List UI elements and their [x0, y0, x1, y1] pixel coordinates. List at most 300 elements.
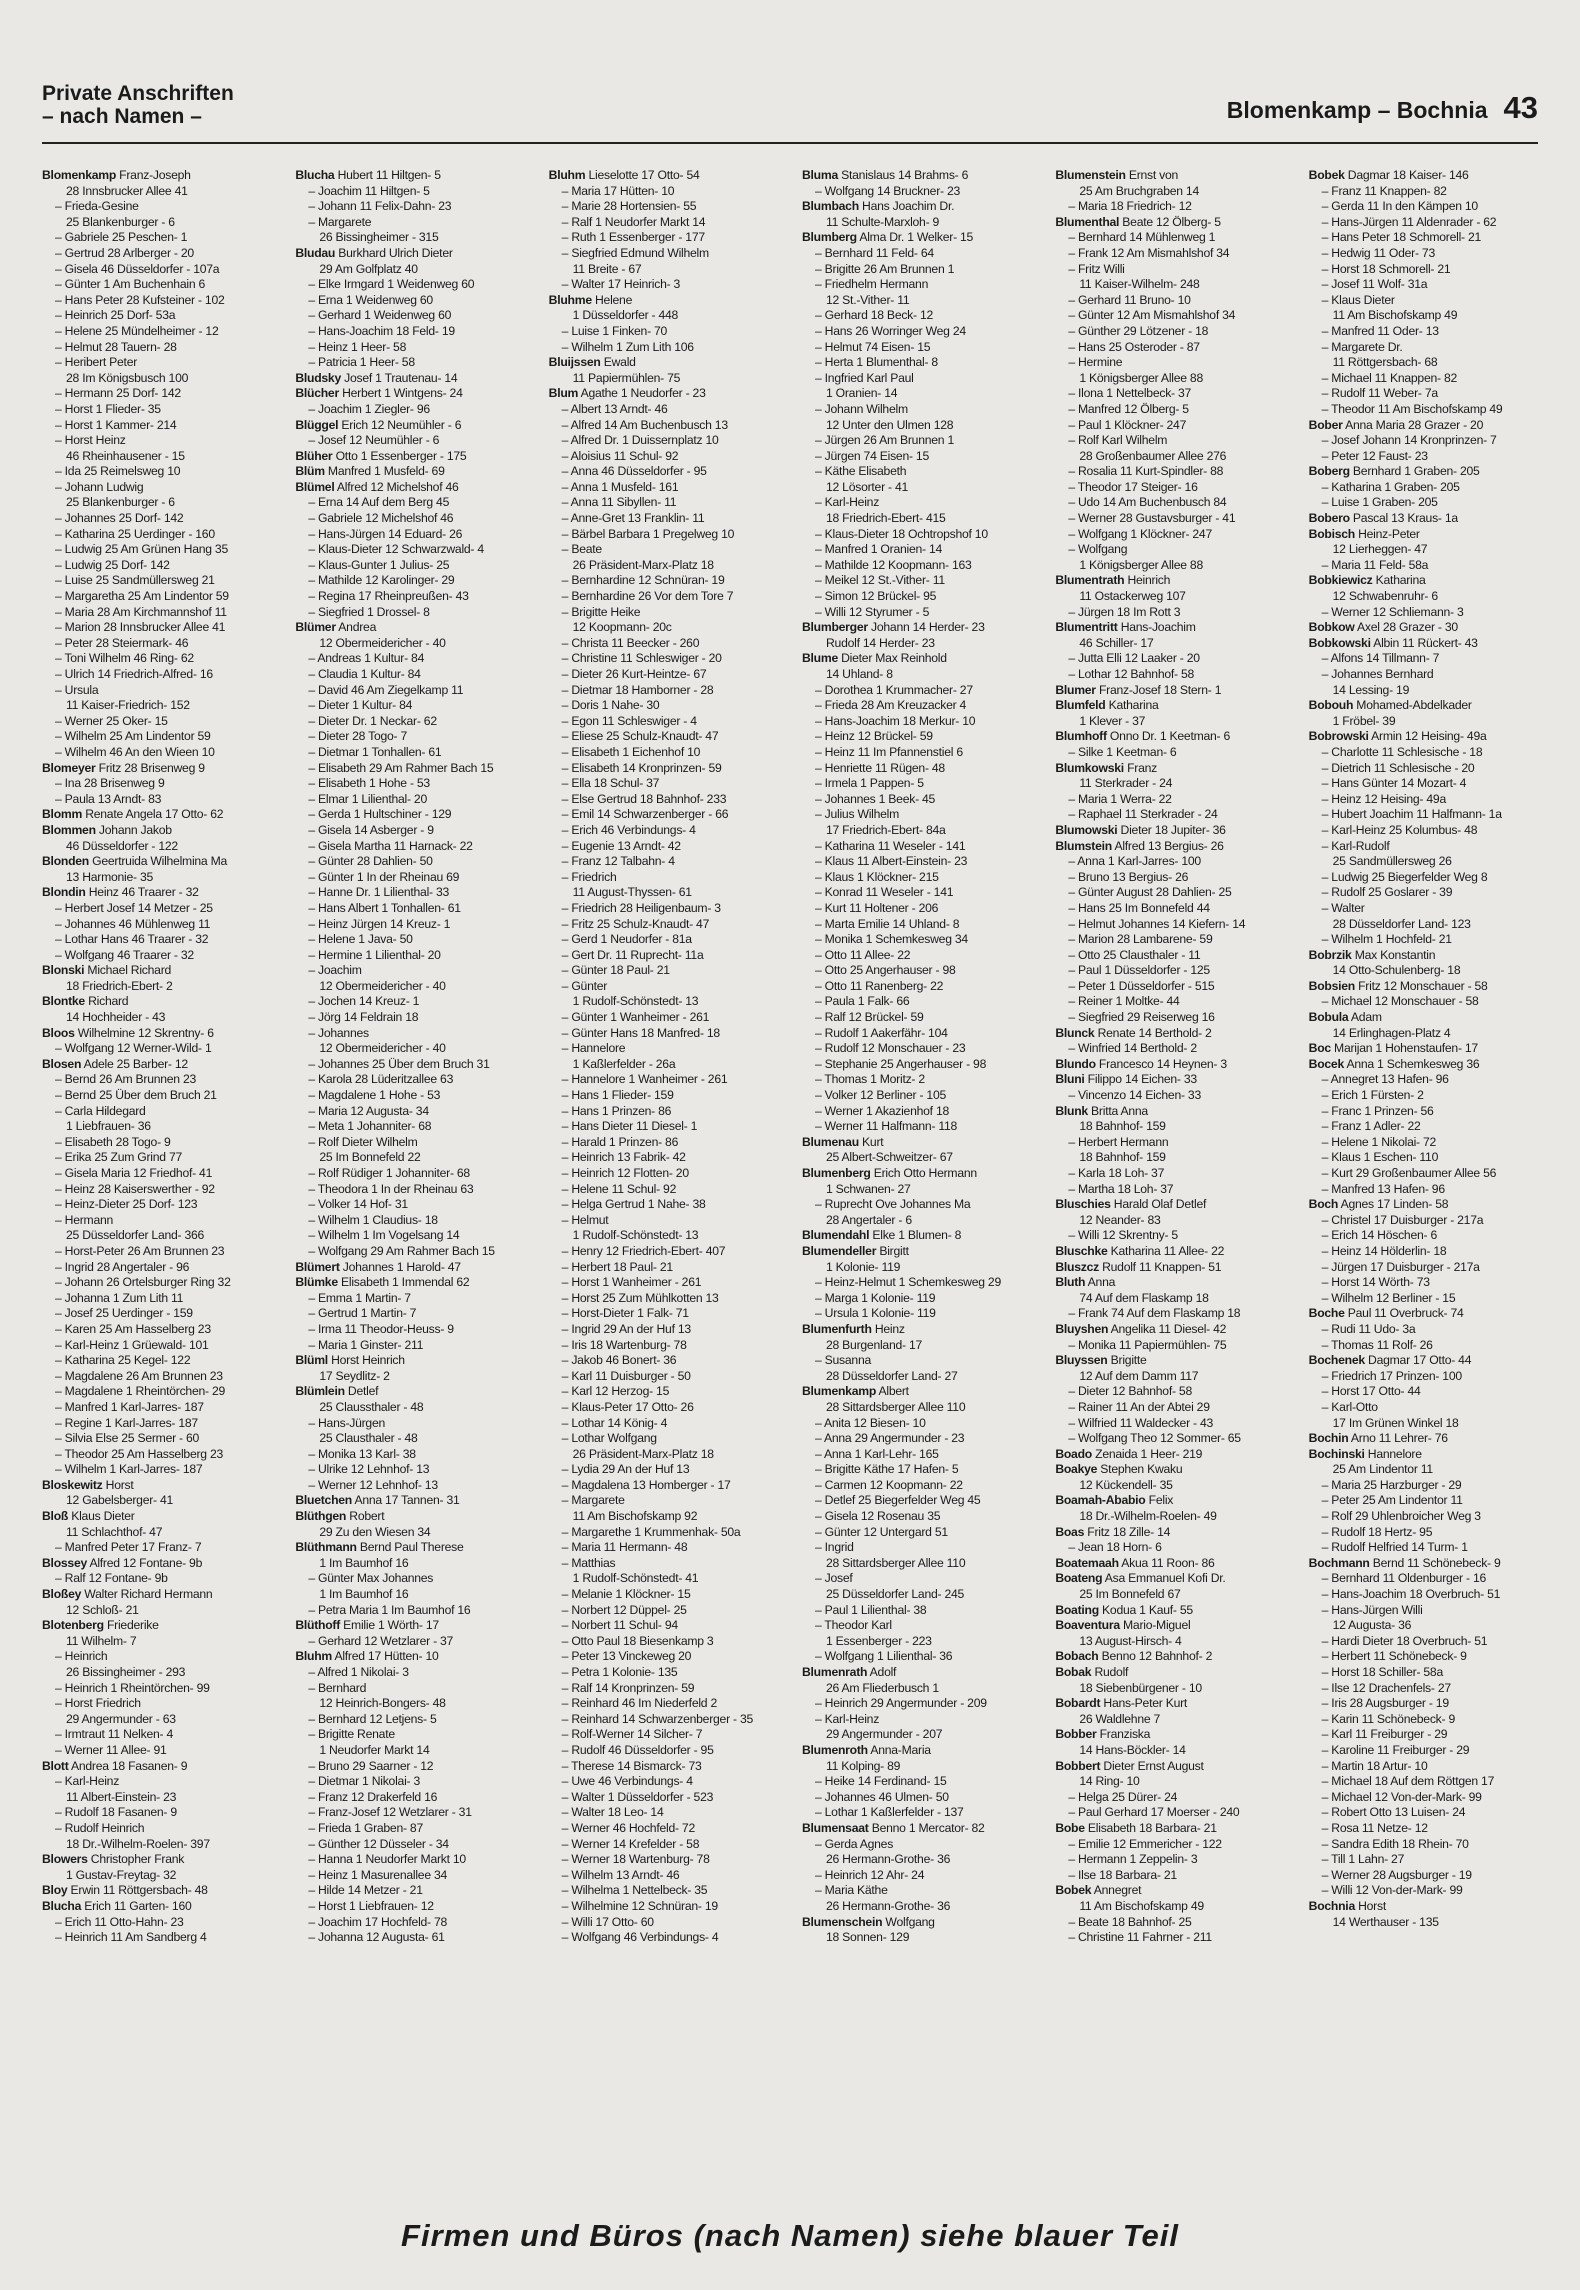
- directory-entry-line: – Hans-Joachim 18 Overbruch- 51: [1321, 1587, 1501, 1602]
- directory-entry-line: 1 Gustav-Freytag- 32: [66, 1867, 177, 1882]
- directory-entry-line: – Jochen 14 Kreuz- 1: [308, 994, 420, 1009]
- directory-entry-line: – Horst 1 Flieder- 35: [55, 401, 161, 416]
- directory-entry-line: – Helga 25 Dürer- 24: [1068, 1789, 1178, 1804]
- directory-entry-line: Blümlein Detlef: [295, 1384, 379, 1399]
- directory-entry-line: Blumenau Kurt: [801, 1134, 884, 1149]
- family-name: Bobula: [1308, 1010, 1349, 1025]
- family-name: Bluni: [1055, 1072, 1085, 1087]
- directory-entry-line: – Walter: [1321, 900, 1365, 915]
- directory-entry-line: – Wolfgang 1 Lilienthal- 36: [814, 1649, 953, 1664]
- directory-entry-line: – Frieda 1 Graben- 87: [308, 1820, 423, 1835]
- directory-entry-line: – Bernhard 11 Oldenburger - 16: [1321, 1571, 1487, 1586]
- directory-entry-line: – Manfred 1 Oranien- 14: [814, 542, 943, 557]
- directory-entry-line: Blumentritt Hans-Joachim: [1055, 620, 1196, 635]
- directory-entry-line: – Silvia Else 25 Sermer - 60: [55, 1431, 200, 1446]
- directory-entry-line: Boas Fritz 18 Zille- 14: [1055, 1524, 1171, 1539]
- directory-entry-line: – Peter 12 Faust- 23: [1321, 448, 1428, 463]
- directory-entry-line: – Werner 28 Gustavsburger - 41: [1068, 511, 1236, 526]
- directory-entry-line: – Anna 46 Düsseldorfer - 95: [561, 464, 707, 479]
- directory-entry-line: Bobek Annegret: [1055, 1883, 1142, 1898]
- directory-entry-line: – Hermann: [55, 1212, 114, 1227]
- family-name: Bochinski: [1308, 1446, 1365, 1461]
- family-name: Blüher: [295, 448, 333, 463]
- family-name: Bluyssen: [1055, 1353, 1108, 1368]
- directory-entry-line: Blumenfurth Heinz: [801, 1321, 905, 1336]
- directory-entry-line: Bobach Benno 12 Bahnhof- 2: [1055, 1649, 1213, 1664]
- directory-entry-line: Boating Kodua 1 Kauf- 55: [1055, 1602, 1193, 1617]
- directory-entry-line: – Carmen 12 Koopmann- 22: [814, 1477, 963, 1492]
- directory-entry-line: – Gerhard 11 Bruno- 10: [1068, 292, 1191, 307]
- directory-entry-line: Blume Dieter Max Reinhold: [801, 651, 947, 666]
- directory-entry-line: – Dietmar 1 Tonhallen- 61: [308, 744, 442, 759]
- directory-entry-line: – Elisabeth 1 Eichenhof 10: [561, 744, 701, 759]
- directory-entry-line: – Anna 1 Musfeld- 161: [561, 479, 679, 494]
- family-name: Blumfeld: [1055, 698, 1106, 713]
- directory-entry-line: – Siegfried Edmund Wilhelm: [561, 245, 709, 260]
- family-name: Blomm: [42, 807, 83, 822]
- family-name: Blumowski: [1055, 822, 1118, 837]
- directory-entry-line: – Bernhard 14 Mühlenweg 1: [1068, 230, 1216, 245]
- directory-entry-line: – Joachim 11 Hiltgen- 5: [308, 183, 430, 198]
- family-name: Bloy: [42, 1883, 68, 1898]
- directory-entry-line: – Johann Ludwig: [55, 479, 144, 494]
- directory-entry-line: Bloskewitz Horst: [42, 1477, 134, 1492]
- directory-entry-line: 11 Breite - 67: [572, 261, 642, 276]
- family-name: Blommen: [42, 822, 96, 837]
- directory-entry-line: Bluschke Katharina 11 Allee- 22: [1055, 1243, 1225, 1258]
- directory-entry-line: 13 August-Hirsch- 4: [1079, 1633, 1182, 1648]
- directory-entry-line: 14 Lessing- 19: [1332, 682, 1410, 697]
- directory-entry-line: 25 Am Bruchgraben 14: [1079, 183, 1199, 198]
- directory-columns: [42, 168, 1542, 2203]
- directory-entry-line: – Jürgen 17 Duisburger - 217a: [1321, 1259, 1480, 1274]
- directory-entry-line: – Michael 12 Monschauer - 58: [1321, 994, 1479, 1009]
- directory-entry-line: – Günther 12 Düsseler - 34: [308, 1836, 449, 1851]
- directory-entry-line: – Dieter 26 Kurt-Heintze- 67: [561, 667, 707, 681]
- directory-entry-line: – Regine 1 Karl-Jarres- 187: [55, 1415, 198, 1430]
- directory-entry-line: – Gerhard 1 Weidenweg 60: [308, 308, 452, 323]
- family-name: Blüthgen: [295, 1509, 347, 1524]
- directory-entry-line: – Bruno 29 Saarner - 12: [308, 1758, 434, 1773]
- directory-entry-line: Blott Andrea 18 Fasanen- 9: [42, 1758, 188, 1773]
- directory-entry-line: – Heinz-Helmut 1 Schemkesweg 29: [814, 1275, 1001, 1290]
- directory-entry-line: Blomeyer Fritz 28 Brisenweg 9: [42, 760, 205, 775]
- directory-entry-line: – Melanie 1 Klöckner- 15: [561, 1587, 691, 1602]
- directory-entry-line: – Werner 12 Lehnhof- 13: [308, 1477, 438, 1492]
- directory-entry-line: Boaventura Mario-Miguel: [1055, 1618, 1191, 1633]
- directory-entry-line: – Katharina 1 Graben- 205: [1321, 479, 1460, 494]
- directory-entry-line: Boc Marijan 1 Hohenstaufen- 17: [1308, 1041, 1478, 1056]
- directory-entry-line: Blundo Francesco 14 Heynen- 3: [1055, 1056, 1227, 1071]
- directory-entry-line: – Vincenzo 14 Eichen- 33: [1068, 1088, 1201, 1103]
- directory-entry-line: – Jürgen 18 Im Rott 3: [1068, 604, 1181, 619]
- directory-entry-line: – Carla Hildegard: [55, 1103, 146, 1118]
- directory-entry-line: – Anna 1 Karl-Lehr- 165: [814, 1446, 939, 1461]
- directory-entry-line: Bluhme Helene: [548, 292, 633, 307]
- family-name: Blumberger: [801, 620, 868, 635]
- directory-entry-line: 1 Kaßlerfelder - 26a: [572, 1056, 676, 1071]
- directory-entry-line: 1 Rudolf-Schönstedt- 13: [572, 994, 699, 1009]
- directory-entry-line: Bloßey Walter Richard Hermann: [42, 1587, 213, 1602]
- directory-entry-line: – Gerda Agnes: [814, 1836, 894, 1851]
- directory-entry-line: – Heribert Peter: [55, 355, 138, 370]
- directory-entry-line: 46 Rheinhausener - 15: [66, 448, 185, 463]
- directory-entry-line: – Günter Hans 18 Manfred- 18: [561, 1025, 720, 1040]
- directory-entry-line: – Alfred Dr. 1 Duissernplatz 10: [561, 433, 719, 448]
- directory-entry-line: – Dietmar 1 Nikolai- 3: [308, 1774, 421, 1789]
- directory-entry-line: 25 Blankenburger - 6: [66, 495, 175, 510]
- directory-entry-line: – Heinz Jürgen 14 Kreuz- 1: [308, 916, 451, 931]
- directory-entry-line: 26 Hermann-Grothe- 36: [825, 1852, 951, 1867]
- directory-entry-line: – Katharina 25 Uerdinger - 160: [55, 526, 215, 541]
- directory-entry-line: – Theodor 25 Am Hasselberg 23: [55, 1446, 223, 1461]
- directory-entry-line: – Hans-Jürgen: [308, 1415, 386, 1430]
- directory-entry-line: – Karl-Heinz 25 Kolumbus- 48: [1321, 822, 1478, 837]
- directory-entry-line: – Iris 18 Wartenburg- 78: [561, 1337, 687, 1352]
- family-name: Bobber: [1055, 1727, 1097, 1742]
- directory-entry-line: – Hannelore: [561, 1041, 626, 1056]
- family-name: Bluschies: [1055, 1197, 1111, 1212]
- directory-entry-line: – Johannes: [308, 1025, 369, 1040]
- directory-entry-line: – Karin 11 Schönebeck- 9: [1321, 1711, 1455, 1726]
- family-name: Bocek: [1308, 1056, 1344, 1071]
- directory-entry-line: – Paul 1 Lilienthal- 38: [814, 1602, 927, 1617]
- family-name: Bobek: [1055, 1883, 1092, 1898]
- family-name: Blumer: [1055, 682, 1096, 697]
- directory-entry-line: – Christine 11 Schleswiger - 20: [561, 651, 722, 666]
- directory-entry-line: – Volker 14 Hof- 31: [308, 1197, 408, 1212]
- directory-entry-line: – Emilie 12 Emmericher - 122: [1068, 1836, 1222, 1851]
- directory-entry-line: – Johannes 25 Über dem Bruch 31: [308, 1056, 490, 1071]
- directory-entry-line: – Eliese 25 Schulz-Knaudt- 47: [561, 729, 719, 744]
- directory-entry-line: Bloos Wilhelmine 12 Skrentny- 6: [42, 1025, 214, 1040]
- directory-entry-line: 26 Am Fliederbusch 1: [825, 1680, 939, 1695]
- directory-entry-line: – Ella 18 Schul- 37: [561, 776, 660, 791]
- directory-entry-line: – Otto Paul 18 Biesenkamp 3: [561, 1633, 714, 1648]
- section-title: [42, 82, 234, 128]
- family-name: Blumstein: [1055, 838, 1112, 853]
- directory-entry-line: 12 Obermeidericher - 40: [319, 635, 446, 650]
- family-name: Blümke: [295, 1275, 338, 1290]
- directory-entry-line: – Bärbel Barbara 1 Pregelweg 10: [561, 526, 735, 541]
- directory-entry-line: – Horst Friedrich: [55, 1696, 141, 1711]
- directory-entry-line: – Detlef 25 Biegerfelder Weg 45: [814, 1493, 981, 1508]
- directory-entry-line: – Ingrid 28 Angertaler - 96: [55, 1259, 190, 1274]
- directory-entry-line: – Heinrich 29 Angermunder - 209: [814, 1696, 987, 1711]
- directory-entry-line: – Rudolf Helfried 14 Turm- 1: [1321, 1540, 1468, 1555]
- directory-entry-line: – Wolfgang 1 Klöckner- 247: [1068, 526, 1212, 541]
- directory-entry-line: – Heinrich: [55, 1649, 108, 1664]
- directory-entry-line: – Mathilde 12 Koopmann- 163: [814, 557, 972, 572]
- family-name: Blomenkamp: [42, 168, 117, 182]
- directory-entry-line: – Hanna 1 Neudorfer Markt 10: [308, 1852, 466, 1867]
- directory-entry-line: – Wolfgang 12 Werner-Wild- 1: [55, 1041, 212, 1056]
- directory-entry-line: – Alfons 14 Tillmann- 7: [1321, 651, 1440, 666]
- directory-entry-line: Blumenberg Erich Otto Hermann: [801, 1166, 977, 1180]
- directory-entry-line: Blumenkamp Albert: [801, 1384, 909, 1399]
- directory-entry-line: 13 Harmonie- 35: [66, 869, 154, 884]
- family-name: Blumkowski: [1055, 760, 1124, 775]
- family-name: Boc: [1308, 1041, 1331, 1056]
- family-name: Blumenroth: [801, 1742, 868, 1757]
- directory-entry-line: – Emma 1 Martin- 7: [308, 1290, 411, 1305]
- directory-entry-line: Boatemaah Akua 11 Roon- 86: [1055, 1555, 1215, 1570]
- directory-entry-line: Blunck Renate 14 Berthold- 2: [1055, 1025, 1212, 1040]
- directory-entry-line: – Rolf-Werner 14 Silcher- 7: [561, 1727, 703, 1742]
- directory-entry-line: – Werner 11 Allee- 91: [55, 1742, 167, 1757]
- directory-entry-line: – Otto 25 Clausthaler - 11: [1068, 947, 1201, 962]
- directory-entry-line: – Konrad 11 Weseler - 141: [814, 885, 954, 900]
- directory-entry-line: Blomenkamp Franz-Joseph: [42, 168, 191, 182]
- directory-entry-line: – Klaus-Dieter 12 Schwarzwald- 4: [308, 542, 484, 557]
- directory-entry-line: – Erna 14 Auf dem Berg 45: [308, 495, 450, 510]
- directory-entry-line: – Klaus-Dieter 18 Ochtropshof 10: [814, 526, 988, 541]
- directory-entry-line: – Ursula: [55, 682, 99, 697]
- directory-entry-line: – Wolfgang: [1068, 542, 1128, 557]
- directory-entry-line: – Hans Dieter 11 Diesel- 1: [561, 1119, 698, 1134]
- directory-entry-line: – Frank 12 Am Mismahlshof 34: [1068, 245, 1230, 260]
- directory-entry-line: 11 Albert-Einstein- 23: [66, 1789, 177, 1804]
- directory-entry-line: Bobouh Mohamed-Abdelkader: [1308, 698, 1472, 713]
- directory-entry-line: – Rudolf 18 Hertz- 95: [1321, 1524, 1433, 1539]
- directory-entry-line: – Irmtraut 11 Nelken- 4: [55, 1727, 173, 1742]
- directory-entry-line: 12 Auf dem Damm 117: [1079, 1368, 1199, 1383]
- directory-entry-line: 14 Ring- 10: [1079, 1774, 1140, 1789]
- family-name: Bochenek: [1308, 1353, 1365, 1368]
- directory-entry-line: Bochnia Horst: [1308, 1898, 1386, 1913]
- directory-entry-line: – Karen 25 Am Hasselberg 23: [55, 1321, 211, 1336]
- directory-entry-line: – Reinhard 46 Im Niederfeld 2: [561, 1696, 717, 1711]
- directory-entry-line: Boberg Bernhard 1 Graben- 205: [1308, 464, 1480, 479]
- directory-entry-line: – Karl 12 Herzog- 15: [561, 1384, 670, 1399]
- directory-entry-line: – Wilhelm 1 Zum Lith 106: [561, 339, 694, 354]
- directory-entry-line: Bluth Anna: [1055, 1275, 1116, 1290]
- directory-entry-line: – Ruth 1 Essenberger - 177: [561, 230, 705, 245]
- directory-entry-line: – Otto 25 Angerhauser - 98: [814, 963, 956, 978]
- directory-entry-line: – Reiner 1 Moltke- 44: [1068, 994, 1180, 1009]
- directory-entry-line: – Anna 11 Sibyllen- 11: [561, 495, 677, 510]
- directory-entry-line: – Rudolf 18 Fasanen- 9: [55, 1805, 177, 1820]
- directory-entry-line: – Simon 12 Brückel- 95: [814, 589, 937, 604]
- directory-entry-line: Boch Agnes 17 Linden- 58: [1308, 1197, 1449, 1212]
- directory-entry-line: 1 Im Baumhof 16: [319, 1555, 409, 1570]
- directory-entry-line: – Klaus Dieter: [1321, 292, 1395, 307]
- directory-entry-line: – Rosa 11 Netze- 12: [1321, 1820, 1428, 1835]
- directory-entry-line: – Walter 18 Leo- 14: [561, 1805, 664, 1820]
- directory-entry-line: – Franz 12 Drakerfeld 16: [308, 1789, 438, 1804]
- family-name: Bluth: [1055, 1275, 1086, 1290]
- directory-entry-line: 29 Am Golfplatz 40: [319, 261, 418, 276]
- directory-entry-line: – Luise 25 Sandmüllersweg 21: [55, 573, 215, 588]
- directory-entry-line: 17 Im Grünen Winkel 18: [1332, 1415, 1459, 1430]
- family-name: Bobero: [1308, 511, 1350, 526]
- directory-entry-line: – Josef 25 Uerdinger - 159: [55, 1306, 193, 1321]
- directory-entry-line: 1 Rudolf-Schönstedt- 13: [572, 1228, 699, 1243]
- family-name: Blücher: [295, 386, 339, 401]
- family-name: Blüthoff: [295, 1618, 341, 1633]
- directory-entry-line: – Günter 12 Untergard 51: [814, 1524, 948, 1539]
- directory-entry-line: – Rosalia 11 Kurt-Spindler- 88: [1068, 464, 1224, 479]
- directory-entry-line: – Lothar 12 Bahnhof- 58: [1068, 667, 1195, 681]
- family-name: Blumendahl: [801, 1228, 870, 1243]
- directory-entry-line: – Meta 1 Johanniter- 68: [308, 1119, 432, 1134]
- directory-entry-line: – Else Gertrud 18 Bahnhof- 233: [561, 791, 727, 806]
- directory-entry-line: – Heinrich 1 Rheintörchen- 99: [55, 1680, 210, 1695]
- family-name: Blümert: [295, 1259, 340, 1274]
- directory-entry-line: – Patricia 1 Heer- 58: [308, 355, 415, 370]
- directory-entry-line: – Manfred Peter 17 Franz- 7: [55, 1540, 202, 1555]
- directory-entry-line: – Maria 1 Ginster- 211: [308, 1337, 424, 1352]
- directory-entry-line: – Beate 18 Bahnhof- 25: [1068, 1914, 1192, 1929]
- directory-entry-line: – Otto 11 Ranenberg- 22: [814, 978, 944, 993]
- family-name: Bludau: [295, 245, 336, 260]
- directory-entry-line: – Hedwig 11 Oder- 73: [1321, 245, 1435, 260]
- family-name: Boas: [1055, 1524, 1085, 1539]
- family-name: Boberg: [1308, 464, 1350, 479]
- directory-entry-line: Bluyssen Brigitte: [1055, 1353, 1147, 1368]
- directory-entry-line: – Horst-Dieter 1 Falk- 71: [561, 1306, 689, 1321]
- directory-entry-line: 1 Königsberger Allee 88: [1079, 557, 1203, 572]
- directory-entry-line: – Walter 17 Heinrich- 3: [561, 277, 681, 292]
- family-name: Bobbert: [1055, 1758, 1101, 1773]
- directory-entry-line: Blumer Franz-Josef 18 Stern- 1: [1055, 682, 1222, 697]
- directory-entry-line: – Günther 29 Lötzener - 18: [1068, 323, 1209, 338]
- directory-entry-line: 1 Oranien- 14: [825, 386, 898, 401]
- directory-entry-line: – Käthe Elisabeth: [814, 464, 907, 479]
- directory-entry-line: 11 Wilhelm- 7: [66, 1633, 137, 1648]
- directory-entry-line: – Hermine: [1068, 355, 1123, 370]
- directory-entry-line: Bluyshen Angelika 11 Diesel- 42: [1055, 1321, 1227, 1336]
- directory-entry-line: – Dieter 12 Bahnhof- 58: [1068, 1384, 1192, 1399]
- family-name: Bluhme: [548, 292, 592, 307]
- directory-entry-line: – Erika 25 Zum Grind 77: [55, 1150, 183, 1165]
- directory-entry-line: – Herbert 11 Schönebeck- 9: [1321, 1649, 1467, 1664]
- family-name: Bobe: [1055, 1820, 1085, 1835]
- directory-entry-line: – Rolf Dieter Wilhelm: [308, 1134, 418, 1149]
- directory-entry-line: – Elisabeth 14 Kronprinzen- 59: [561, 760, 722, 775]
- family-name: Bobach: [1055, 1649, 1099, 1664]
- directory-entry-line: – Maria 25 Harzburger - 29: [1321, 1477, 1462, 1492]
- directory-entry-line: 11 Kolping- 89: [825, 1758, 901, 1773]
- directory-entry-line: – Willi 12 Styrumer - 5: [814, 604, 930, 619]
- directory-entry-line: – Ralf 12 Fontane- 9b: [55, 1571, 168, 1586]
- directory-entry-line: – Karl-Otto: [1321, 1399, 1378, 1414]
- directory-entry-line: Bludau Burkhard Ulrich Dieter: [295, 245, 453, 260]
- directory-entry-line: – Kurt 11 Holtener - 206: [814, 900, 939, 915]
- directory-entry-line: – Helmut 28 Tauern- 28: [55, 339, 177, 354]
- directory-entry-line: 28 Düsseldorfer Land- 123: [1332, 916, 1471, 931]
- directory-entry-line: – Paul 1 Klöckner- 247: [1068, 417, 1187, 432]
- directory-entry-line: – Paul Gerhard 17 Moerser - 240: [1068, 1805, 1240, 1820]
- directory-entry-line: 28 Sittardsberger Allee 110: [825, 1399, 966, 1414]
- directory-entry-line: – Hermann 1 Zeppelin- 3: [1068, 1852, 1198, 1867]
- directory-entry-line: – Henry 12 Friedrich-Ebert- 407: [561, 1243, 726, 1258]
- directory-entry-line: 25 Im Bonnefeld 67: [1079, 1587, 1181, 1602]
- directory-entry-line: Boamah-Ababio Felix: [1055, 1493, 1174, 1508]
- directory-entry-line: 11 Sterkrader - 24: [1079, 776, 1173, 791]
- directory-entry-line: Bluma Stanislaus 14 Brahms- 6: [801, 168, 969, 182]
- directory-entry-line: Blucha Hubert 11 Hiltgen- 5: [295, 168, 441, 182]
- directory-entry-line: – Franz 11 Knappen- 82: [1321, 183, 1447, 198]
- directory-entry-line: – Heinz 12 Heising- 49a: [1321, 791, 1446, 806]
- directory-entry-line: 12 Neander- 83: [1079, 1212, 1161, 1227]
- directory-entry-line: – Siegfried 29 Reiserweg 16: [1068, 1010, 1215, 1025]
- family-name: Bobardt: [1055, 1696, 1101, 1711]
- directory-entry-line: – Lothar Wolfgang: [561, 1431, 657, 1446]
- directory-entry-line: – Ilse 18 Barbara- 21: [1068, 1867, 1177, 1882]
- directory-entry-line: Blumenroth Anna-Maria: [801, 1742, 931, 1757]
- family-name: Bobisch: [1308, 526, 1355, 541]
- family-name: Bluetchen: [295, 1493, 352, 1508]
- directory-entry-line: – Erich 1 Fürsten- 2: [1321, 1088, 1424, 1103]
- directory-entry-line: – Ruprecht Ove Johannes Ma: [814, 1197, 971, 1212]
- directory-entry-line: – Hans 26 Worringer Weg 24: [814, 323, 966, 338]
- directory-entry-line: – Raphael 11 Sterkrader - 24: [1068, 807, 1218, 822]
- directory-entry-line: – Dorothea 1 Krummacher- 27: [814, 682, 973, 697]
- directory-entry-line: – Margarete: [561, 1493, 625, 1508]
- directory-entry-line: – Magdalene 26 Am Brunnen 23: [55, 1368, 223, 1383]
- directory-entry-line: – Werner 11 Halfmann- 118: [814, 1119, 958, 1134]
- family-name: Blumbach: [801, 199, 859, 214]
- directory-entry-line: – Wolfgang 14 Bruckner- 23: [814, 183, 961, 198]
- directory-entry-line: – Klaus-Peter 17 Otto- 26: [561, 1399, 694, 1414]
- directory-entry-line: Bobrowski Armin 12 Heising- 49a: [1308, 729, 1487, 744]
- family-name: Blüm: [295, 464, 325, 479]
- directory-entry-line: – Gerda 11 In den Kämpen 10: [1321, 199, 1478, 214]
- directory-entry-line: 29 Angermunder - 63: [66, 1711, 176, 1726]
- directory-entry-line: – Friedrich: [561, 869, 617, 884]
- directory-entry-line: Blossey Alfred 12 Fontane- 9b: [42, 1555, 203, 1570]
- directory-entry-line: – Hardi Dieter 18 Overbruch- 51: [1321, 1633, 1488, 1648]
- directory-entry-line: – Ralf 14 Kronprinzen- 59: [561, 1680, 695, 1695]
- directory-entry-line: Blüher Otto 1 Essenberger - 175: [295, 448, 467, 463]
- directory-entry-line: Bochmann Bernd 11 Schönebeck- 9: [1308, 1555, 1501, 1570]
- directory-entry-line: – Gabriele 12 Michelshof 46: [308, 511, 454, 526]
- directory-entry-line: – Günter 1 Wanheimer - 261: [561, 1010, 710, 1025]
- directory-entry-line: – Peter 28 Steiermark- 46: [55, 635, 189, 650]
- directory-column-6: [1309, 168, 1542, 2203]
- directory-entry-line: Blonden Geertruida Wilhelmina Ma: [42, 854, 228, 869]
- directory-entry-line: – Erich 14 Höschen- 6: [1321, 1228, 1437, 1243]
- directory-entry-line: – Horst Heinz: [55, 433, 126, 448]
- directory-entry-line: – Heinrich 12 Ahr- 24: [814, 1867, 925, 1882]
- directory-entry-line: – Andreas 1 Kultur- 84: [308, 651, 425, 666]
- family-name: Blum: [548, 386, 579, 401]
- family-name: Blotenberg: [42, 1618, 104, 1633]
- directory-entry-line: – Gisela 14 Asberger - 9: [308, 822, 434, 837]
- directory-entry-line: – Irmela 1 Pappen- 5: [814, 776, 924, 791]
- directory-entry-line: – Karla 18 Loh- 37: [1068, 1166, 1165, 1180]
- directory-entry-line: – Günter 28 Dahlien- 50: [308, 854, 433, 869]
- directory-entry-line: Bluijssen Ewald: [548, 355, 636, 370]
- family-name: Blossey: [42, 1555, 87, 1570]
- directory-entry-line: – Josef: [814, 1571, 853, 1586]
- directory-entry-line: – Eugenie 13 Arndt- 42: [561, 838, 681, 853]
- directory-entry-line: 14 Otto-Schulenberg- 18: [1332, 963, 1461, 978]
- directory-entry-line: 12 Unter den Ulmen 128: [825, 417, 954, 432]
- family-name: Blümel: [295, 479, 335, 494]
- directory-entry-line: – Monika 11 Papiermühlen- 75: [1068, 1337, 1227, 1352]
- directory-entry-line: 14 Erlinghagen-Platz 4: [1332, 1025, 1451, 1040]
- directory-entry-line: Blumstein Alfred 13 Bergius- 26: [1055, 838, 1224, 853]
- family-name: Boche: [1308, 1306, 1345, 1321]
- family-name: Bobouh: [1308, 698, 1354, 713]
- directory-entry-line: – Herta 1 Blumenthal- 8: [814, 355, 938, 370]
- directory-entry-line: Bobek Dagmar 18 Kaiser- 146: [1308, 168, 1469, 182]
- directory-entry-line: Bochenek Dagmar 17 Otto- 44: [1308, 1353, 1472, 1368]
- directory-entry-line: – Horst 17 Otto- 44: [1321, 1384, 1421, 1399]
- directory-entry-line: – Paula 1 Falk- 66: [814, 994, 910, 1009]
